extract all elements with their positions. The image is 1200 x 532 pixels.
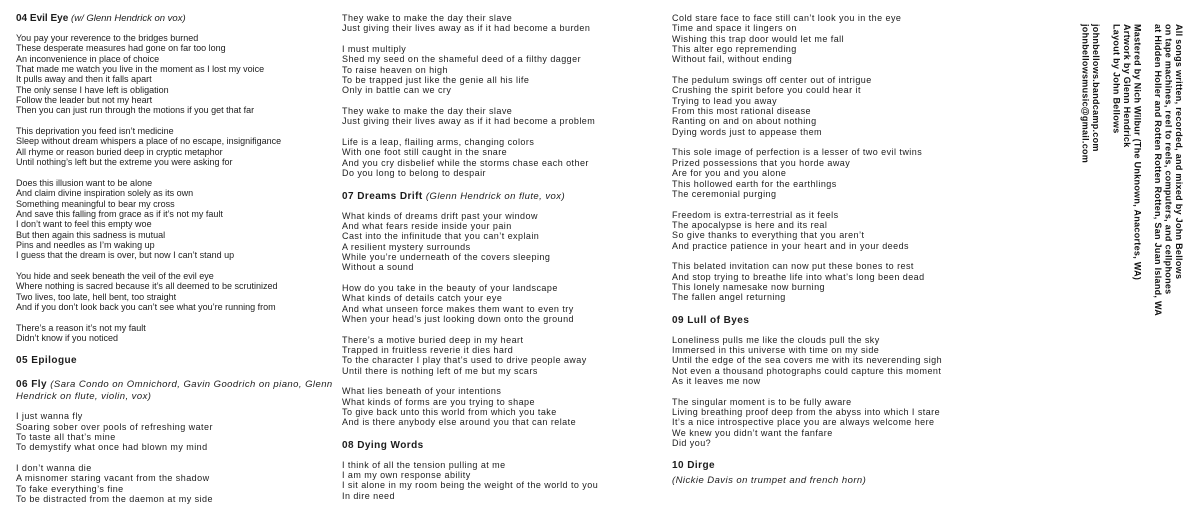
stanza [342,335,664,376]
lyric-line: And save this falling from grace as if it’s not my fault [16,208,223,219]
song-number-title: 04 Evil Eye [16,13,69,24]
lyric-line: To give back unto this world from which you take [342,407,557,418]
lyric-line: And stop trying to breathe life into what’s long been dead [672,271,925,282]
lyric-line: Without a sound [342,262,414,273]
lyric-line: Immersed in this universe with time on my side [672,344,880,355]
lyric-line: Living breathing proof deep from the abyss into which I stare [672,407,941,418]
song-heading [672,315,994,327]
stanza [342,137,664,178]
lyric-line: Sleep without dream whispers a place of no escape, insignifigance [16,136,282,147]
lyric-line: Cold stare face to face still can’t look you in the eye [672,13,902,23]
song-number-title: 09 Lull of Byes [672,314,750,326]
lyric-line: The singular moment is to be fully aware [672,396,852,407]
lyric-line: Freedom is extra-terrestrial as it feels [672,209,839,220]
lyric-line: Until nothing’s left but the extreme you were asking for [16,157,233,168]
lyric-line: Just giving their lives away as if it had become a burden [342,23,591,34]
lyric-line: Does this illusion want to be alone [16,177,153,188]
song-block [342,440,664,501]
lyric-line: And what fears reside inside your pain [342,220,512,231]
lyric-line: Shed my seed on the shameful deed of a filthy dagger [342,54,582,65]
lyric-line: To the character I play that’s used to drive people away [342,355,587,366]
lyric-line: So give thanks to everything that you aren’t [672,230,865,241]
stanza [672,13,994,65]
lyric-line: And claim divine inspiration solely as its own [16,188,194,199]
lyric-line: The apocalypse is here and its real [672,219,828,230]
lyric-line: To raise heaven on high [342,64,448,75]
lyric-line: And if you don’t look back you can’t see what you’re running from [16,301,276,312]
stanza [16,178,338,261]
credits-paragraph [1080,24,1101,514]
lyric-line: What lies beneath of your intentions [342,386,502,397]
song-block [672,13,994,303]
lyrics-column-2 [342,13,664,511]
lyric-line: When your head’s just looking down onto the ground [342,313,574,324]
song-number-title: 05 Epilogue [16,355,78,367]
lyric-line: I just wanna fly [16,411,83,422]
lyric-line: This belated invitation can now put these bones to rest [672,261,914,272]
lyric-line: What kinds of dreams drift past your window [342,210,538,221]
lyric-line: Cast into the infinitude that you can’t explain [342,231,540,242]
song-heading [672,460,994,472]
lyric-line: I don’t want to feel this empty woe [16,219,152,230]
lyric-line: To demystify what once had blown my mind [16,442,208,453]
lyric-line: Didn’t know if you noticed [16,332,119,343]
lyric-line: Time and space it lingers on [672,23,797,34]
song-number-title: 10 Dirge [672,460,716,472]
lyric-line: To be distracted from the daemon at my side [16,494,213,505]
credits-line: at Hidden Holler and Rotten Rotten Rotten, San Juan Island, WA [1153,24,1163,317]
lyric-line: Are for you and you alone [672,168,787,179]
credits-line: Artwork by Glenn Hendrick [1122,24,1132,148]
lyric-line: Prized possessions that you horde away [672,157,851,168]
credits-line: All songs written, recorded, and mixed by John Bellows [1174,24,1184,280]
song-heading [16,13,338,25]
lyric-line: The fallen angel returning [672,292,786,303]
lyric-line: To be trapped just like the genie all his life [342,75,530,86]
song-credit: (Nickie Davis on trumpet and french horn) [672,475,867,487]
lyric-line: There’s a reason it’s not my fault [16,322,146,333]
song-block [342,191,664,428]
lyric-line: Do you long to belong to despair [342,168,486,179]
lyric-line: These desperate measures had gone on far too long [16,43,226,54]
song-number-title: 06 Fly [16,379,48,391]
stanza [16,411,338,452]
lyric-line: Just giving their lives away as if it had become a problem [342,116,596,127]
stanza [16,126,338,167]
lyric-line: Soaring sober over pools of refreshing water [16,421,213,432]
lyric-line: Life is a leap, flailing arms, changing colors [342,137,535,148]
lyrics-column-3 [672,13,994,495]
song-block [16,379,338,504]
lyric-line: Did you? [672,438,712,449]
song-credit: (Sara Condo on Omnichord, Gavin Goodrich on piano, Glenn Hendrick on flute, violin, vox) [16,379,333,403]
lyric-line: Crushing the spirit before you could hear it [672,85,861,96]
song-heading [342,440,664,452]
lyric-line: Two lives, too late, hell bent, too straight [16,291,177,302]
song-heading [16,355,338,367]
song-block [672,315,994,449]
lyric-line: The ceremonial purging [672,188,777,199]
lyric-line: And what unseen force makes them want to even try [342,303,574,314]
lyric-line: A resilient mystery surrounds [342,241,471,252]
lyric-line: I sit alone in my room being the weight of the world to you [342,480,599,491]
lyric-line: They wake to make the day their slave [342,13,513,23]
song-credit: (w/ Glenn Hendrick on vox) [71,13,186,24]
stanza [672,397,994,449]
stanza [342,460,664,501]
lyric-line: A misnomer staring vacant from the shadow [16,473,210,484]
credits-line: johnbellows.bandcamp.com [1091,24,1101,152]
lyric-line: Trapped in fruitless reverie it dies hard [342,344,514,355]
stanza [16,271,338,312]
stanza [342,13,664,34]
lyric-line: I don’t wanna die [16,463,92,474]
lyric-line: To fake everything’s fine [16,483,124,494]
song-block [672,460,994,486]
stanza [342,386,664,427]
lyric-line: That made me watch you live in the moment as I lost my voice [16,64,265,75]
lyric-line: This sole image of perfection is a lesser of two evil twins [672,147,923,158]
lyric-line: We knew you didn’t want the fanfare [672,427,833,438]
song-credit: (Glenn Hendrick on flute, vox) [425,190,566,202]
lyric-line: Ranting on and on about nothing [672,116,817,127]
song-block [16,13,338,343]
lyric-line: You pay your reverence to the bridges burned [16,33,199,43]
lyric-line: Trying to lead you away [672,95,778,106]
song-block [16,355,338,367]
lyric-line: From this most rational disease [672,106,811,117]
stanza [342,44,664,96]
credits-paragraph [1153,24,1185,514]
lyric-line: The only sense I have left is obligation [16,84,169,95]
lyric-line: I am my own response ability [342,470,471,481]
lyric-line: Until the edge of the sea covers me with its neverending sigh [672,355,943,366]
lyric-line: Pins and needles as I’m waking up [16,239,155,250]
lyric-line: And practice patience in your heart and in your deeds [672,240,909,251]
lyric-line: How do you take in the beauty of your landscape [342,282,558,293]
stanza [672,210,994,251]
credits-line: on tape machines, reel to reels, computers, and cellphones [1163,24,1174,295]
lyric-line: Then you can just run through the motions if you get that far [16,105,255,116]
lyric-line: This hollowed earth for the earthlings [672,178,837,189]
credits-paragraph [1111,24,1143,514]
lyric-line: You hide and seek beneath the veil of the evil eye [16,270,214,281]
stanza [672,335,994,387]
lyric-line: I think of all the tension pulling at me [342,459,506,470]
lyric-line: It’s a nice introspective place you are always welcome here [672,417,935,428]
stanza [16,463,338,504]
lyric-line: An inconvenience in place of choice [16,53,160,64]
credits-sidebar [1080,24,1184,514]
lyric-line: This lonely namesake now burning [672,281,825,292]
lyric-line: I guess that the dream is over, but now I can’t stand up [16,250,235,261]
stanza [342,283,664,324]
song-heading [342,191,664,203]
stanza [672,261,994,302]
lyric-line: But then again this sadness is mutual [16,229,166,240]
song-number-title: 08 Dying Words [342,439,424,451]
lyric-line: Loneliness pulls me like the clouds pull the sky [672,334,880,345]
credits-line: Mastered by Nich Wilbur (The Unknown, Anacortes, WA) [1132,24,1143,281]
lyric-line: While you’re underneath of the covers sleeping [342,251,551,262]
credits-line: johnbellowsmusic@gmail.com [1080,24,1091,164]
lyric-line: Only in battle can we cry [342,85,452,96]
lyric-line: To taste all that’s mine [16,432,116,442]
lyric-line: Not even a thousand photographs could capture this moment [672,365,942,376]
lyric-line: What kinds of details catch your eye [342,293,503,304]
lyric-line: There’s a motive buried deep in my heart [342,334,524,345]
lyric-line: As it leaves me now [672,376,761,386]
lyric-line: Until there is nothing left of me but my scars [342,365,538,376]
stanza [672,75,994,137]
song-block [342,13,664,179]
lyric-line: Where nothing is sacred because it’s all deemed to be scrutinized [16,281,278,292]
lyric-line: I must multiply [342,44,407,55]
stanza [16,323,338,344]
lyric-line: With one foot still caught in the snare [342,147,508,158]
stanza [342,106,664,127]
lyric-line: Dying words just to appease them [672,126,822,137]
credits-line: Layout by John Bellows [1111,24,1122,134]
stanza [16,33,338,116]
lyric-line: And is there anybody else around you that can relate [342,417,577,428]
song-number-title: 07 Dreams Drift [342,190,423,202]
stanza [672,147,994,199]
lyric-line: The pedulum swings off center out of intrigue [672,75,872,86]
song-heading [16,379,338,403]
lyric-line: This deprivation you feed isn’t medicine [16,126,174,137]
lyric-line: This alter ego repremending [672,44,797,55]
lyric-line: Wishing this trap door would let me fall [672,33,845,44]
lyric-line: It pulls away and then it falls apart [16,74,152,85]
lyric-line: Without fail, without ending [672,54,793,65]
lyrics-column-1 [16,13,338,515]
lyric-line: In dire need [342,490,395,501]
lyric-line: Something meaningful to bear my cross [16,198,175,209]
lyric-line: All rhyme or reason buried deep in cryptic metaphor [16,146,223,157]
lyric-line: They wake to make the day their slave [342,106,513,117]
lyric-line: And you cry disbelief while the storms chase each other [342,157,589,168]
stanza [342,211,664,273]
lyric-line: What kinds of forms are you trying to shape [342,396,535,407]
lyric-line: Follow the leader but not my heart [16,95,153,106]
